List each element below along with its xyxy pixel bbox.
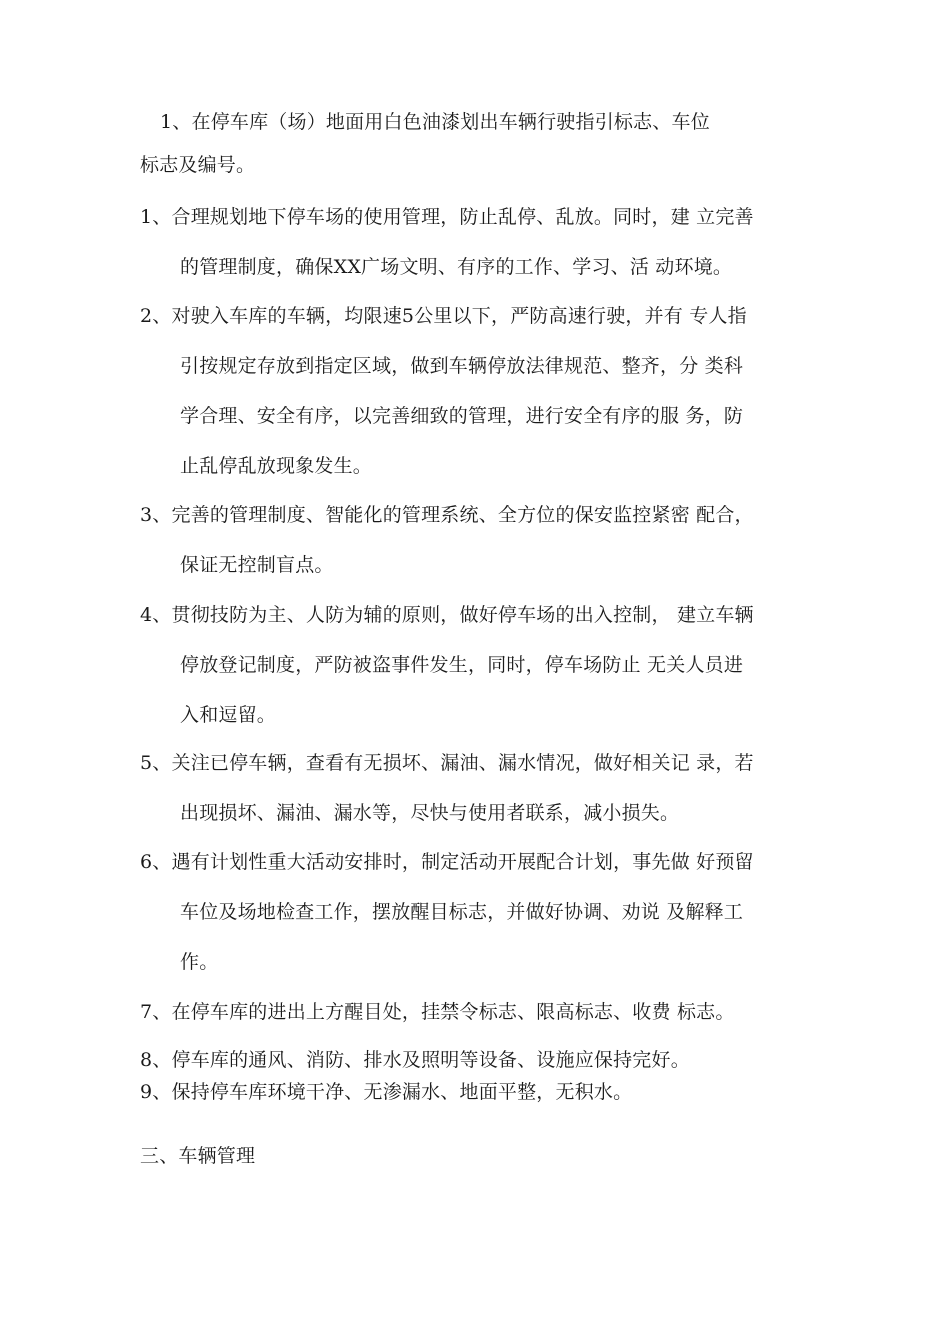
- list-item-number: 4、: [140, 604, 172, 626]
- list-item-5: [140, 751, 754, 775]
- list-item-text: 在停车库的进出上方醒目处，挂禁令标志、限高标志、收费 标志。: [171, 1001, 735, 1023]
- list-item-1: [140, 205, 754, 229]
- list-item-3: [140, 503, 754, 527]
- list-item-text: 遇有计划性重大活动安排时，制定活动开展配合计划，事先做 好预留: [171, 851, 754, 873]
- list-item-text: 停车库的通风、消防、排水及照明等设备、设施应保持完好。: [171, 1049, 690, 1071]
- list-item-5-continuation: 出现损坏、漏油、漏水等，尽快与使用者联系，减小损失。: [180, 802, 680, 824]
- list-item-4: [140, 603, 754, 627]
- list-item-number: 6、: [140, 851, 172, 873]
- list-item-number: 7、: [140, 1001, 172, 1023]
- list-item-number: 2、: [140, 305, 172, 327]
- list-item-2: [140, 304, 747, 328]
- list-item-8: [140, 1048, 690, 1072]
- list-item-7: [140, 1000, 735, 1024]
- list-item-number: 9、: [140, 1081, 172, 1103]
- list-item-text: 完善的管理制度、智能化的管理系统、全方位的保安监控紧密 配合，: [171, 504, 754, 526]
- list-item-9: [140, 1080, 632, 1104]
- list-item-text: 对驶入车库的车辆，均限速5公里以下，严防高速行驶，并有 专人指: [171, 305, 747, 327]
- list-item-number: 5、: [140, 752, 172, 774]
- list-item-6-continuation: 作。: [180, 951, 219, 973]
- list-item-number: 1、: [140, 206, 172, 228]
- intro-line-2: 标志及编号。: [140, 154, 256, 176]
- list-item-text: 合理规划地下停车场的使用管理，防止乱停、乱放。同时，建 立完善: [171, 206, 754, 228]
- list-item-1-continuation: 的管理制度，确保XX广场文明、有序的工作、学习、活 动环境。: [180, 256, 733, 278]
- list-item-text: 保持停车库环境干净、无渗漏水、地面平整，无积水。: [171, 1081, 633, 1103]
- list-item-number: 8、: [140, 1049, 172, 1071]
- list-item-3-continuation: 保证无控制盲点。: [180, 554, 334, 576]
- list-item-text: 贯彻技防为主、人防为辅的原则，做好停车场的出入控制， 建立车辆: [171, 604, 754, 626]
- list-item-2-continuation: 引按规定存放到指定区域，做到车辆停放法律规范、整齐，分 类科: [180, 355, 744, 377]
- list-item-4-continuation: 入和逗留。: [180, 704, 277, 726]
- list-item-2-continuation: 止乱停乱放现象发生。: [180, 455, 373, 477]
- list-item-number: 3、: [140, 504, 172, 526]
- list-item-2-continuation: 学合理、安全有序，以完善细致的管理，进行安全有序的服 务，防: [180, 405, 744, 427]
- intro-line-1: 1、在停车库（场）地面用白色油漆划出车辆行驶指引标志、车位: [160, 111, 710, 133]
- list-item-6-continuation: 车位及场地检查工作，摆放醒目标志，并做好协调、劝说 及解释工: [180, 901, 744, 923]
- section-heading: 三、车辆管理: [140, 1145, 256, 1167]
- list-item-6: [140, 850, 754, 874]
- list-item-4-continuation: 停放登记制度，严防被盗事件发生，同时，停车场防止 无关人员进: [180, 654, 744, 676]
- list-item-text: 关注已停车辆，查看有无损坏、漏油、漏水情况，做好相关记 录，若: [171, 752, 754, 774]
